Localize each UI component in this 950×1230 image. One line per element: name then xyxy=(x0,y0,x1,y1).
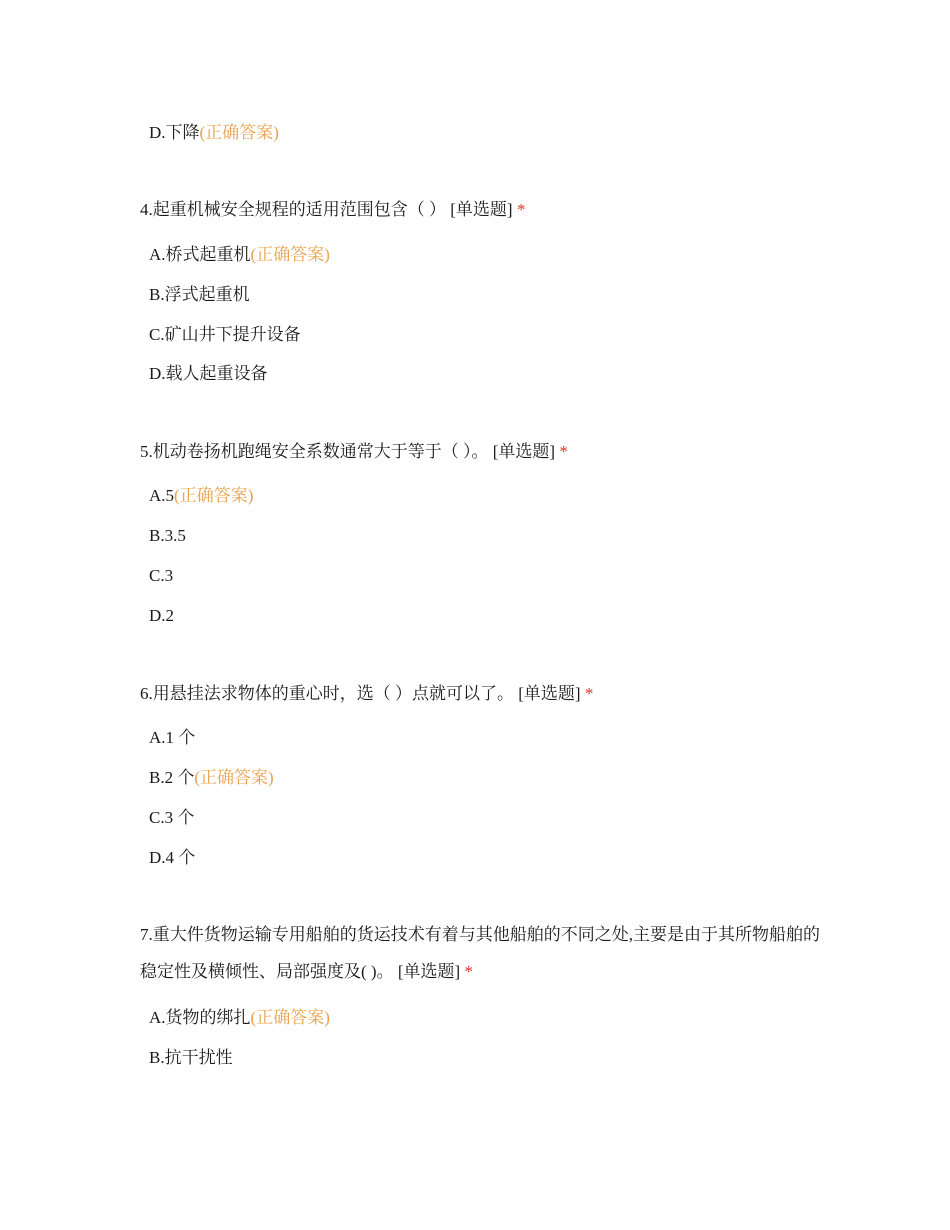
question-text: 4.起重机械安全规程的适用范围包含（ ） xyxy=(140,200,446,219)
question-type-tag: [单选题] xyxy=(450,200,513,219)
q5-option-a xyxy=(149,484,253,508)
option-text: C.3 个 xyxy=(149,808,195,827)
q6-option-d xyxy=(149,846,195,870)
q4-option-a xyxy=(149,243,330,267)
question-type-tag: [单选题] xyxy=(492,442,556,461)
option-text: B.抗干扰性 xyxy=(149,1048,233,1067)
option-text: B.3.5 xyxy=(149,526,186,545)
question-7-title xyxy=(140,916,820,990)
option-text: D.下降 xyxy=(149,123,200,142)
option-text: B.浮式起重机 xyxy=(149,285,250,304)
q6-option-b xyxy=(149,766,274,790)
q5-option-b xyxy=(149,524,186,548)
q6-option-c xyxy=(149,806,194,830)
option-text: D.4 个 xyxy=(149,848,196,867)
required-asterisk: * xyxy=(516,200,526,219)
question-text: 5.机动卷扬机跑绳安全系数通常大于等于（ ）。 xyxy=(140,442,489,461)
q4-option-b xyxy=(149,283,250,307)
question-text: 6.用悬挂法求物体的重心时，选（ ）点就可以了。 xyxy=(140,684,514,703)
question-type-tag: [单选题] xyxy=(518,684,581,703)
question-text: 7.重大件货物运输专用船舶的货运技术有着与其他船舶的不同之处,主要是由于其所物船舶的稳定性及横倾性、局部强度及( )。 xyxy=(140,925,820,981)
required-asterisk: * xyxy=(584,684,594,703)
option-text: A.1 个 xyxy=(149,728,196,747)
q5-option-d xyxy=(149,604,174,628)
required-asterisk: * xyxy=(559,442,568,461)
q6-option-a xyxy=(149,726,195,750)
option-text: A.5 xyxy=(149,486,175,505)
option-text: D.载人起重设备 xyxy=(149,364,268,383)
q5-option-c xyxy=(149,564,173,588)
option-text: A.货物的绑扎 xyxy=(149,1008,251,1027)
q4-option-d xyxy=(149,362,268,386)
required-asterisk: * xyxy=(464,962,473,981)
q4-option-c xyxy=(149,323,301,347)
option-text: D.2 xyxy=(149,606,175,625)
option-text: C.3 xyxy=(149,566,174,585)
correct-answer-label: (正确答案) xyxy=(194,768,274,787)
option-text: B.2 个 xyxy=(149,768,195,787)
question-type-tag: [单选题] xyxy=(397,962,461,981)
correct-answer-label: (正确答案) xyxy=(250,1008,330,1027)
correct-answer-label: (正确答案) xyxy=(199,123,279,142)
q3-option-d xyxy=(149,121,279,145)
correct-answer-label: (正确答案) xyxy=(174,486,254,505)
question-4-title xyxy=(140,191,820,228)
option-text: A.桥式起重机 xyxy=(149,245,251,264)
question-6-title xyxy=(140,675,820,712)
correct-answer-label: (正确答案) xyxy=(250,245,330,264)
question-5-title xyxy=(140,433,820,470)
q7-option-a xyxy=(149,1006,330,1030)
q7-option-b xyxy=(149,1046,233,1070)
option-text: C.矿山井下提升设备 xyxy=(149,325,301,344)
